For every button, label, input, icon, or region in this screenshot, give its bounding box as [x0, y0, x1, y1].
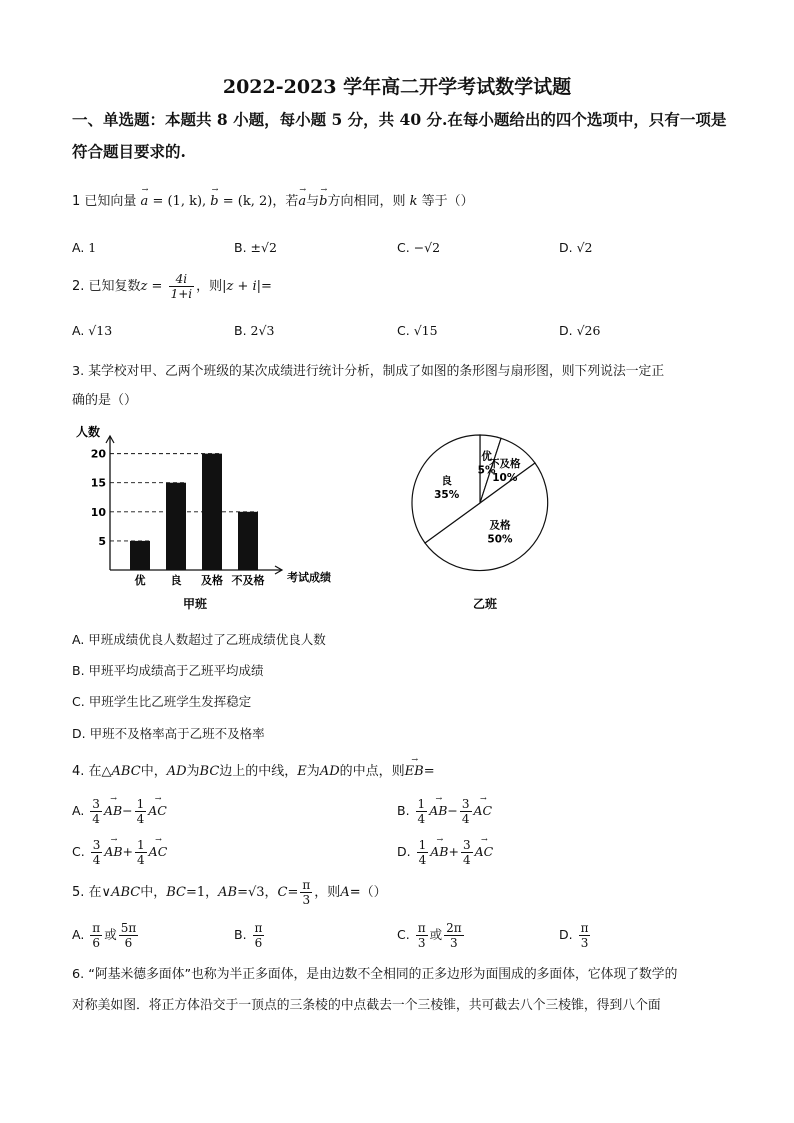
question-6-line1: 6. “阿基米德多面体”也称为半正多面体，是由边数不全相同的正多边形为面围成的多面体，它体现了数学的	[72, 967, 678, 982]
bar-chart-ylabel: 人数	[76, 425, 101, 439]
section-header-line1: 一、单选题：本题共 8 小题，每小题 5 分，共 40 分.在每小题给出的四个选项中，只有一项是	[72, 110, 727, 129]
q4-option-a: A. $\frac{3}{4}$ → AB− $\frac{1}{4}$ → AC	[72, 794, 167, 826]
bar-chart-xlabel: 考试成绩	[287, 571, 331, 584]
q4-option-c: C. $\frac{3}{4}$ → AB+ $\frac{1}{4}$ → AC	[72, 835, 168, 867]
y-tick-label: 20	[90, 447, 106, 461]
bar-不及格	[238, 512, 258, 570]
question-3-line1: 3. 某学校对甲、乙两个班级的某次成绩进行统计分析，制成了如图的条形图与扇形图，则下列说法一定正	[72, 364, 665, 379]
q2-option-c: C. √15	[397, 323, 438, 338]
q5-option-c: C. $\frac{\pi}{3}$ 或 $\frac{2\pi}{3}$	[397, 921, 462, 950]
bar-chart-yticks	[91, 448, 107, 548]
pie-label-pct: 10%	[492, 471, 518, 484]
q2-option-b: B. 2√3	[234, 323, 275, 338]
bar-chart-title: 甲班	[183, 597, 208, 611]
y-tick-label: 15	[90, 476, 106, 490]
pie-chart-slices	[412, 435, 548, 571]
q2-option-a: A. √13	[72, 323, 113, 338]
section-header-line2: 符合题目要求的.	[72, 142, 186, 161]
question-3-line2: 确的是（）	[72, 393, 138, 408]
pie-label-name: 优	[481, 450, 492, 463]
pie-label-pct: 5%	[477, 464, 496, 477]
bar-优	[130, 541, 150, 570]
question-2: 2. 已知复数z = $\frac{4i}{1+i}$ ，则|z + i|=	[72, 272, 272, 301]
q1-option-b: B. ±√2	[234, 240, 277, 255]
q3-option-c: C. 甲班学生比乙班学生发挥稳定	[72, 694, 252, 709]
pie-chart-title: 乙班	[473, 597, 498, 611]
q5-option-b: B. $\frac{\pi}{6}$	[234, 921, 263, 950]
x-tick-label: 优	[134, 574, 146, 587]
bar-chart-class-jia	[70, 422, 350, 617]
bar-chart-xticks	[135, 573, 265, 587]
question-1: 1 已知向量 → a = (1, k), → b = (k, 2)，若 → a与 → b方向相同，则 k 等于（）	[72, 185, 474, 209]
pie-label-name: 不及格	[489, 457, 521, 470]
q5-option-d: D. $\frac{\pi}{3}$	[559, 921, 589, 950]
q1-option-c: C. −√2	[397, 240, 441, 255]
page-title: 2022-2023 学年高二开学考试数学试题	[222, 76, 572, 98]
question-6-line2: 对称美如图．将正方体沿交于一顶点的三条棱的中点截去一个三棱锥，共可截去八个三棱锥，得到八个面	[72, 998, 661, 1013]
fraction-4i-over-1-plus-i: $\frac{4i}{1+i}$	[170, 272, 193, 301]
q2-option-d: D. √26	[559, 323, 601, 338]
q1-option-d: D. √2	[559, 240, 593, 255]
y-tick-label: 10	[90, 505, 106, 519]
pie-label-name: 及格	[489, 519, 511, 532]
vector-a: → a	[140, 185, 149, 209]
vector-eb: → EB	[404, 755, 424, 779]
bar-良	[166, 483, 186, 570]
q4-option-d: D. $\frac{1}{4}$ → AB+ $\frac{3}{4}$ → AC	[397, 835, 494, 867]
bar-及格	[202, 454, 222, 570]
x-tick-label: 不及格	[231, 574, 265, 587]
x-tick-label: 良	[170, 574, 182, 587]
vector-b: → b	[210, 185, 219, 209]
q4-option-b: B. $\frac{1}{4}$ → AB− $\frac{3}{4}$ → AC	[397, 794, 493, 826]
question-4: 4. 在△ABC中，AD为BC边上的中线，E为AD的中点，则 → EB=	[72, 755, 435, 779]
q3-option-b: B. 甲班平均成绩高于乙班平均成绩	[72, 663, 264, 678]
question-5: 5. 在∨ABC中，BC=1，AB=√3，C= $\frac{\pi}{3}$ ，则A=（）	[72, 878, 387, 907]
pie-chart-class-yi	[405, 425, 585, 615]
x-tick-label: 及格	[201, 574, 223, 587]
pie-label-pct: 50%	[487, 533, 513, 546]
pie-label-pct: 35%	[434, 489, 460, 502]
y-tick-label: 5	[98, 534, 106, 548]
q3-option-d: D. 甲班不及格率高于乙班不及格率	[72, 726, 265, 741]
q3-option-a: A. 甲班成绩优良人数超过了乙班成绩优良人数	[72, 632, 326, 647]
pie-label-name: 良	[441, 475, 452, 488]
q1-option-a: A. 1	[72, 240, 97, 255]
q5-option-a: A. $\frac{\pi}{6}$ 或 $\frac{5\pi}{6}$	[72, 921, 137, 950]
